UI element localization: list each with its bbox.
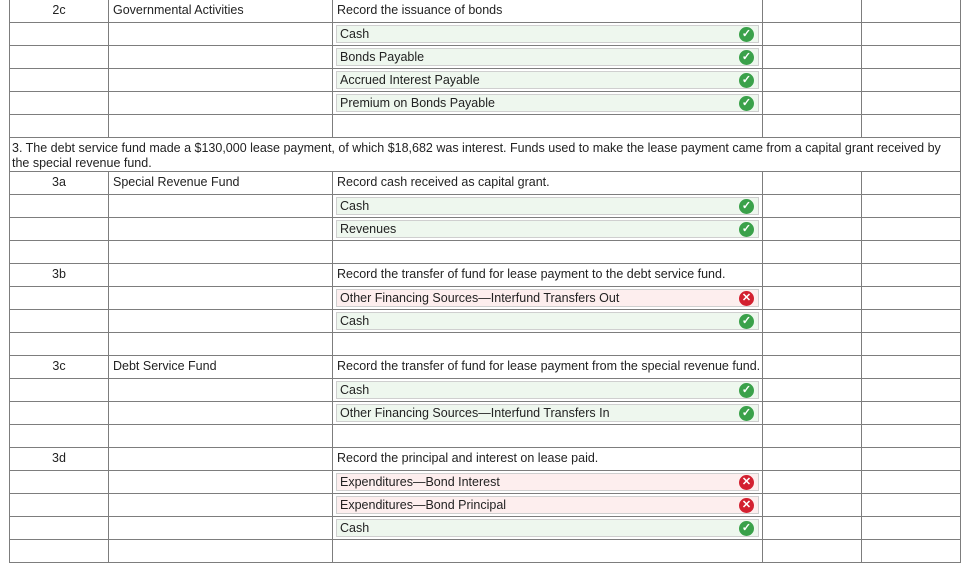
journal-line-row bbox=[9, 517, 961, 540]
fund-name bbox=[109, 448, 332, 454]
journal-line-row bbox=[9, 69, 961, 92]
credit-cell[interactable] bbox=[862, 379, 961, 402]
fund-cell bbox=[109, 425, 333, 448]
account-name: Cash bbox=[340, 521, 370, 535]
journal-line-row bbox=[9, 471, 961, 494]
account-select[interactable] bbox=[336, 25, 759, 43]
description-cell bbox=[333, 356, 763, 379]
check-circle-icon: ✓ bbox=[739, 96, 754, 111]
journal-line-row bbox=[9, 310, 961, 333]
ref-cell bbox=[9, 471, 109, 494]
credit-cell bbox=[862, 0, 961, 23]
section-3a-header-row bbox=[9, 172, 961, 195]
fund-cell bbox=[109, 310, 333, 333]
account-name: Expenditures—Bond Interest bbox=[340, 475, 500, 489]
credit-cell bbox=[862, 264, 961, 287]
fund-cell bbox=[109, 333, 333, 356]
account-cell bbox=[333, 115, 763, 138]
fund-cell bbox=[109, 494, 333, 517]
debit-cell[interactable] bbox=[763, 195, 862, 218]
entry-description: Record the principal and interest on lease paid. bbox=[337, 451, 599, 465]
debit-cell[interactable] bbox=[763, 23, 862, 46]
account-cell bbox=[333, 540, 763, 563]
account-name: Bonds Payable bbox=[340, 50, 425, 64]
debit-cell[interactable] bbox=[763, 517, 862, 540]
debit-cell[interactable] bbox=[763, 471, 862, 494]
journal-line-row bbox=[9, 494, 961, 517]
debit-cell[interactable] bbox=[763, 92, 862, 115]
account-select[interactable] bbox=[336, 519, 759, 537]
section-3d-header-row bbox=[9, 448, 961, 471]
account-cell bbox=[333, 241, 763, 264]
credit-cell[interactable] bbox=[862, 23, 961, 46]
ref-cell bbox=[9, 92, 109, 115]
ref-cell bbox=[9, 218, 109, 241]
check-circle-icon: ✓ bbox=[739, 222, 754, 237]
ref-cell bbox=[9, 0, 109, 23]
debit-cell bbox=[763, 448, 862, 471]
ref-cell bbox=[9, 448, 109, 471]
credit-cell[interactable] bbox=[862, 92, 961, 115]
account-name: Cash bbox=[340, 27, 370, 41]
fund-name bbox=[109, 264, 332, 270]
fund-cell bbox=[109, 172, 333, 195]
debit-cell[interactable] bbox=[763, 46, 862, 69]
fund-name: Debt Service Fund bbox=[113, 359, 217, 373]
fund-cell bbox=[109, 69, 333, 92]
debit-cell bbox=[763, 172, 862, 195]
entry-description: Record the transfer of fund for lease payment to the debt service fund. bbox=[337, 267, 726, 281]
account-name: Accrued Interest Payable bbox=[340, 73, 480, 87]
journal-line-row bbox=[9, 379, 961, 402]
debit-cell[interactable] bbox=[763, 494, 862, 517]
debit-cell[interactable] bbox=[763, 69, 862, 92]
debit-cell[interactable] bbox=[763, 310, 862, 333]
entry-description: Record the issuance of bonds bbox=[337, 3, 503, 17]
entry-ref: 2c bbox=[52, 3, 66, 17]
ref-cell bbox=[9, 333, 109, 356]
account-select[interactable] bbox=[336, 473, 759, 491]
ref-cell bbox=[9, 310, 109, 333]
account-select[interactable] bbox=[336, 289, 759, 307]
account-select[interactable] bbox=[336, 312, 759, 330]
debit-cell[interactable] bbox=[763, 379, 862, 402]
account-select[interactable] bbox=[336, 94, 759, 112]
account-select[interactable] bbox=[336, 381, 759, 399]
fund-cell bbox=[109, 195, 333, 218]
account-cell[interactable] bbox=[333, 23, 763, 46]
journal-line-row bbox=[9, 23, 961, 46]
debit-cell[interactable] bbox=[763, 402, 862, 425]
account-name: Cash bbox=[340, 314, 370, 328]
blank-row bbox=[9, 115, 961, 138]
journal-line-row bbox=[9, 218, 961, 241]
account-cell[interactable] bbox=[333, 46, 763, 69]
debit-cell bbox=[763, 264, 862, 287]
x-circle-icon: ✕ bbox=[739, 291, 754, 306]
check-circle-icon: ✓ bbox=[739, 406, 754, 421]
ref-cell bbox=[9, 517, 109, 540]
journal-line-row bbox=[9, 92, 961, 115]
fund-name: Governmental Activities bbox=[113, 3, 244, 17]
credit-cell[interactable] bbox=[862, 402, 961, 425]
description-cell bbox=[333, 264, 763, 287]
check-circle-icon: ✓ bbox=[739, 50, 754, 65]
account-cell[interactable] bbox=[333, 379, 763, 402]
check-circle-icon: ✓ bbox=[739, 521, 754, 536]
debit-cell[interactable] bbox=[763, 333, 862, 356]
section-2c-header-row bbox=[9, 0, 961, 23]
account-cell[interactable] bbox=[333, 195, 763, 218]
ref-cell bbox=[9, 494, 109, 517]
problem-3-statement: 3. The debt service fund made a $130,000 lease payment, of which $18,682 was interest. Funds used to make the lease payment came from a capital grant received by the special revenue fund. bbox=[9, 138, 961, 172]
fund-cell bbox=[109, 356, 333, 379]
fund-cell bbox=[109, 287, 333, 310]
x-circle-icon: ✕ bbox=[739, 475, 754, 490]
credit-cell[interactable] bbox=[862, 517, 961, 540]
credit-cell[interactable] bbox=[862, 218, 961, 241]
credit-cell[interactable] bbox=[862, 69, 961, 92]
blank-row bbox=[9, 425, 961, 448]
account-cell[interactable] bbox=[333, 310, 763, 333]
fund-cell bbox=[109, 115, 333, 138]
fund-cell bbox=[109, 92, 333, 115]
description-cell bbox=[333, 0, 763, 23]
x-circle-icon: ✕ bbox=[739, 498, 754, 513]
journal-line-row bbox=[9, 287, 961, 310]
credit-cell[interactable] bbox=[862, 425, 961, 448]
credit-cell[interactable] bbox=[862, 494, 961, 517]
credit-cell bbox=[862, 172, 961, 195]
credit-cell[interactable] bbox=[862, 287, 961, 310]
fund-cell bbox=[109, 264, 333, 287]
journal-line-row bbox=[9, 195, 961, 218]
ref-cell bbox=[9, 241, 109, 264]
account-cell[interactable] bbox=[333, 287, 763, 310]
ref-cell bbox=[9, 23, 109, 46]
ref-cell bbox=[9, 402, 109, 425]
debit-cell bbox=[763, 0, 862, 23]
entry-ref: 3c bbox=[52, 359, 66, 373]
credit-cell[interactable] bbox=[862, 241, 961, 264]
account-name: Premium on Bonds Payable bbox=[340, 96, 495, 110]
debit-cell[interactable] bbox=[763, 540, 862, 563]
ref-cell bbox=[9, 379, 109, 402]
credit-cell[interactable] bbox=[862, 540, 961, 563]
credit-cell[interactable] bbox=[862, 333, 961, 356]
ref-cell bbox=[9, 115, 109, 138]
fund-cell bbox=[109, 218, 333, 241]
entry-ref: 3d bbox=[52, 451, 66, 465]
account-select[interactable] bbox=[336, 404, 759, 422]
account-name: Other Financing Sources—Interfund Transfers In bbox=[340, 406, 610, 420]
ref-cell bbox=[9, 69, 109, 92]
debit-cell[interactable] bbox=[763, 287, 862, 310]
check-circle-icon: ✓ bbox=[739, 314, 754, 329]
account-cell[interactable] bbox=[333, 92, 763, 115]
account-select[interactable] bbox=[336, 496, 759, 514]
fund-cell bbox=[109, 517, 333, 540]
account-name: Other Financing Sources—Interfund Transfers Out bbox=[340, 291, 620, 305]
blank-row bbox=[9, 540, 961, 563]
account-name: Revenues bbox=[340, 222, 397, 236]
entry-ref: 3b bbox=[52, 267, 66, 281]
account-select[interactable] bbox=[336, 197, 759, 215]
ref-cell bbox=[9, 195, 109, 218]
account-select[interactable] bbox=[336, 71, 759, 89]
ref-cell bbox=[9, 540, 109, 563]
debit-cell[interactable] bbox=[763, 218, 862, 241]
credit-cell[interactable] bbox=[862, 115, 961, 138]
ref-cell bbox=[9, 356, 109, 379]
description-cell bbox=[333, 172, 763, 195]
credit-cell bbox=[862, 448, 961, 471]
journal-line-row bbox=[9, 402, 961, 425]
fund-cell bbox=[109, 241, 333, 264]
fund-cell bbox=[109, 402, 333, 425]
fund-cell bbox=[109, 379, 333, 402]
account-name: Expenditures—Bond Principal bbox=[340, 498, 507, 512]
account-select[interactable] bbox=[336, 48, 759, 66]
fund-name: Special Revenue Fund bbox=[113, 175, 240, 189]
account-cell[interactable] bbox=[333, 471, 763, 494]
description-cell bbox=[333, 448, 763, 471]
check-circle-icon: ✓ bbox=[739, 383, 754, 398]
ref-cell bbox=[9, 287, 109, 310]
credit-cell[interactable] bbox=[862, 195, 961, 218]
entry-description: Record the transfer of fund for lease payment from the special revenue fund. bbox=[337, 359, 761, 373]
entry-description: Record cash received as capital grant. bbox=[337, 175, 550, 189]
account-cell bbox=[333, 333, 763, 356]
credit-cell[interactable] bbox=[862, 46, 961, 69]
section-3c-header-row bbox=[9, 356, 961, 379]
debit-cell[interactable] bbox=[763, 425, 862, 448]
account-cell[interactable] bbox=[333, 218, 763, 241]
journal-line-row bbox=[9, 46, 961, 69]
account-cell[interactable] bbox=[333, 517, 763, 540]
account-select[interactable] bbox=[336, 220, 759, 238]
credit-cell bbox=[862, 356, 961, 379]
account-name: Cash bbox=[340, 199, 370, 213]
debit-cell bbox=[763, 356, 862, 379]
account-cell[interactable] bbox=[333, 69, 763, 92]
ref-cell bbox=[9, 172, 109, 195]
ref-cell bbox=[9, 264, 109, 287]
ref-cell bbox=[9, 425, 109, 448]
fund-cell bbox=[109, 448, 333, 471]
section-3b-header-row bbox=[9, 264, 961, 287]
fund-cell bbox=[109, 471, 333, 494]
fund-cell bbox=[109, 46, 333, 69]
check-circle-icon: ✓ bbox=[739, 73, 754, 88]
account-name: Cash bbox=[340, 383, 370, 397]
credit-cell[interactable] bbox=[862, 471, 961, 494]
entry-ref: 3a bbox=[52, 175, 66, 189]
debit-cell[interactable] bbox=[763, 115, 862, 138]
check-circle-icon: ✓ bbox=[739, 199, 754, 214]
account-cell[interactable] bbox=[333, 494, 763, 517]
blank-row bbox=[9, 333, 961, 356]
ref-cell bbox=[9, 46, 109, 69]
check-circle-icon: ✓ bbox=[739, 27, 754, 42]
debit-cell[interactable] bbox=[763, 241, 862, 264]
credit-cell[interactable] bbox=[862, 310, 961, 333]
account-cell bbox=[333, 425, 763, 448]
fund-cell bbox=[109, 23, 333, 46]
fund-cell bbox=[109, 540, 333, 563]
fund-cell bbox=[109, 0, 333, 23]
blank-row bbox=[9, 241, 961, 264]
account-cell[interactable] bbox=[333, 402, 763, 425]
